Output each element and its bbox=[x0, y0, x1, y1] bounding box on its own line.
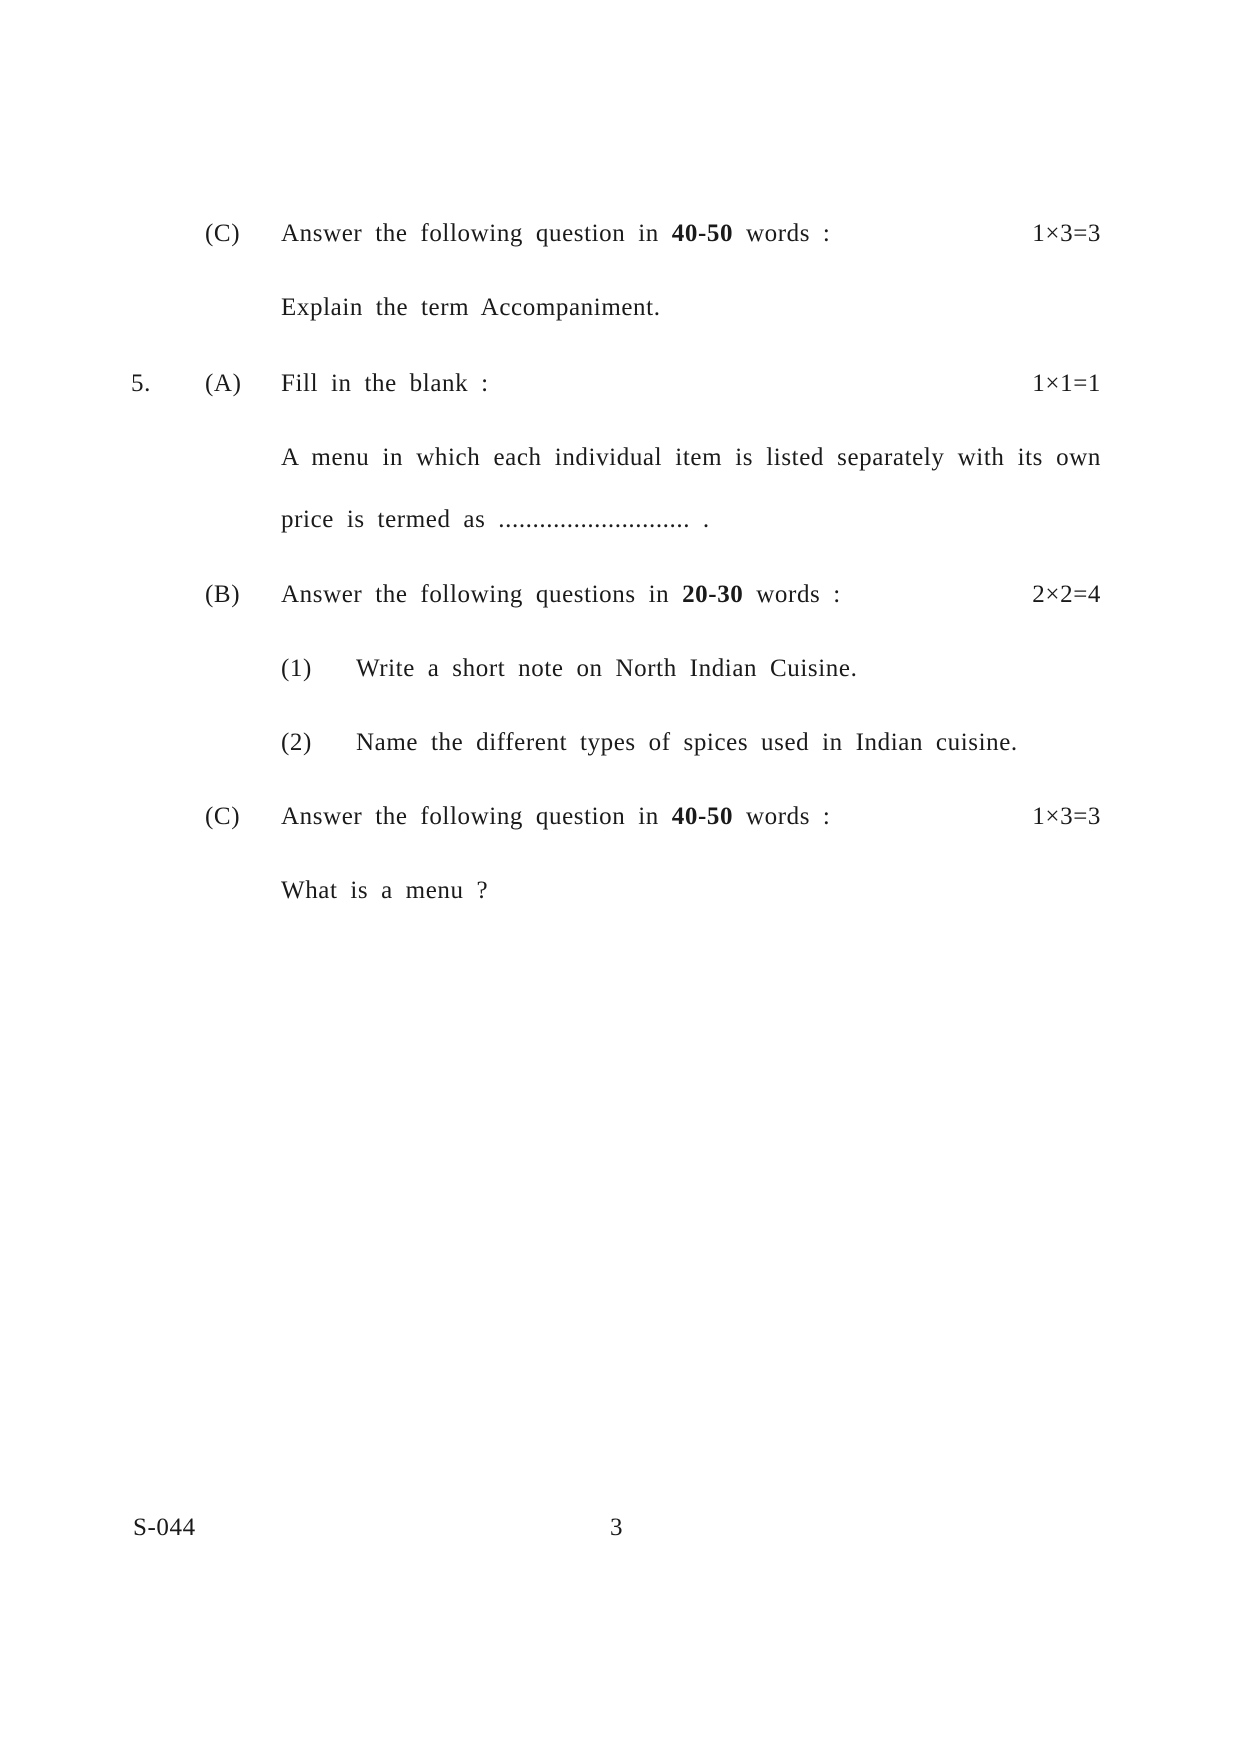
q5c-instruction bbox=[281, 802, 830, 832]
q5b-instruction-pre: Answer the following questions in bbox=[281, 581, 670, 608]
q4c-instruction bbox=[281, 219, 830, 249]
q4c-instruction-pre: Answer the following question in bbox=[281, 220, 659, 247]
q5-number: 5. bbox=[131, 370, 151, 397]
q4c-instruction-post: words : bbox=[745, 220, 831, 247]
q5c-instruction-post: words : bbox=[745, 803, 831, 830]
q5b-label: (B) bbox=[205, 581, 241, 608]
q5b-item-1-label: (1) bbox=[281, 655, 312, 682]
q5a-marks: 1×1=1 bbox=[1032, 370, 1101, 397]
q5b-instruction bbox=[281, 580, 841, 610]
q4c-label: (C) bbox=[205, 220, 241, 247]
q5a-line2: price is termed as ............................ . bbox=[281, 506, 710, 533]
q4c-word-range: 40-50 bbox=[671, 220, 734, 247]
q5c-question: What is a menu ? bbox=[281, 877, 489, 904]
q5b-item-2-label: (2) bbox=[281, 729, 312, 756]
q5b-word-range: 20-30 bbox=[682, 581, 744, 608]
page-number: 3 bbox=[610, 1514, 624, 1541]
q4c-marks: 1×3=3 bbox=[1032, 220, 1101, 247]
q4c-question: Explain the term Accompaniment. bbox=[281, 294, 661, 321]
q5c-instruction-pre: Answer the following question in bbox=[281, 803, 659, 830]
q5a-line1: A menu in which each individual item is listed separately with its own bbox=[281, 444, 1101, 471]
q5b-item-2-text: Name the different types of spices used in Indian cuisine. bbox=[356, 729, 1018, 756]
q5b-marks: 2×2=4 bbox=[1032, 581, 1101, 608]
q5b-item-1-text: Write a short note on North Indian Cuisine. bbox=[356, 655, 858, 682]
q5a-instruction: Fill in the blank : bbox=[281, 370, 489, 397]
q5c-label: (C) bbox=[205, 803, 241, 830]
q5b-instruction-post: words : bbox=[756, 581, 841, 608]
q5c-marks: 1×3=3 bbox=[1032, 803, 1101, 830]
paper-code: S-044 bbox=[133, 1514, 196, 1541]
q5c-word-range: 40-50 bbox=[671, 803, 734, 830]
q5a-label: (A) bbox=[205, 370, 242, 397]
